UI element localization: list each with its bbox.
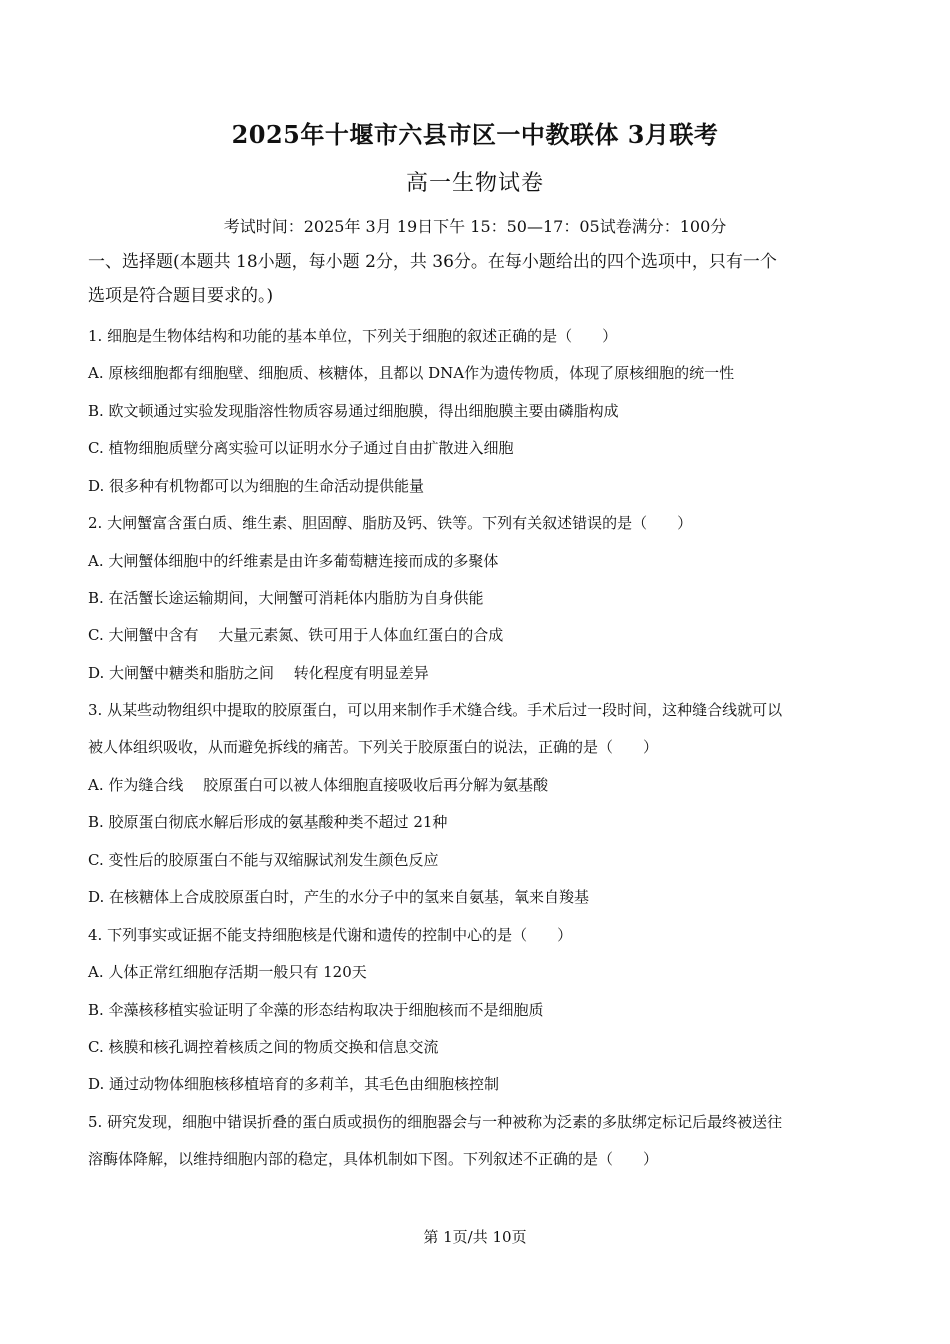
question-4-option-c: C. 核膜和核孔调控着核质之间的物质交换和信息交流 bbox=[88, 1038, 439, 1056]
question-2-option-b: B. 在活蟹长途运输期间，大闸蟹可消耗体内脂肪为自身供能 bbox=[88, 589, 484, 607]
question-2-option-a: A. 大闸蟹体细胞中的纤维素是由许多葡萄糖连接而成的多聚体 bbox=[88, 552, 499, 570]
question-4-option-a: A. 人体正常红细胞存活期一般只有 120天 bbox=[88, 963, 367, 981]
question-1-option-b: B. 欧文顿通过实验发现脂溶性物质容易通过细胞膜，得出细胞膜主要由磷脂构成 bbox=[88, 402, 619, 420]
question-1-option-d: D. 很多种有机物都可以为细胞的生命活动提供能量 bbox=[88, 477, 425, 495]
question-3-option-c: C. 变性后的胶原蛋白不能与双缩脲试剂发生颜色反应 bbox=[88, 851, 439, 869]
question-1-option-c: C. 植物细胞质壁分离实验可以证明水分子通过自由扩散进入细胞 bbox=[88, 439, 514, 457]
question-3-stem-line-2: 被人体组织吸收，从而避免拆线的痛苦。下列关于胶原蛋白的说法，正确的是（ ） bbox=[88, 738, 659, 756]
question-3-option-a: A. 作为缝合线 胶原蛋白可以被人体细胞直接吸收后再分解为氨基酸 bbox=[88, 776, 549, 794]
section-heading-line-2: 选项是符合题目要求的。) bbox=[88, 286, 274, 306]
question-3-option-b: B. 胶原蛋白彻底水解后形成的氨基酸种类不超过 21种 bbox=[88, 813, 448, 831]
section-heading-line-1: 一、选择题(本题共 18小题，每小题 2分，共 36分。在每小题给出的四个选项中，只有一个 bbox=[88, 252, 777, 272]
question-4-option-d: D. 通过动物体细胞核移植培育的多莉羊，其毛色由细胞核控制 bbox=[88, 1075, 500, 1093]
question-4-option-b: B. 伞藻核移植实验证明了伞藻的形态结构取决于细胞核而不是细胞质 bbox=[88, 1001, 544, 1019]
exam-subtitle: 高一生物试卷 bbox=[405, 171, 544, 196]
section-heading bbox=[88, 245, 878, 313]
question-5-stem-line-1: 5. 研究发现，细胞中错误折叠的蛋白质或损伤的细胞器会与一种被称为泛素的多肽绑定标记后最终被送往 bbox=[88, 1113, 783, 1131]
exam-info: 考试时间：2025年 3月 19日下午 15：50—17：05试卷满分：100分 bbox=[223, 217, 727, 236]
question-2-option-d: D. 大闸蟹中糖类和脂肪之间 转化程度有明显差异 bbox=[88, 664, 429, 682]
question-2-option-c: C. 大闸蟹中含有 大量元素氮、铁可用于人体血红蛋白的合成 bbox=[88, 626, 504, 644]
question-3-stem-line-1: 3. 从某些动物组织中提取的胶原蛋白，可以用来制作手术缝合线。手术后过一段时间，这种缝合线就可以 bbox=[88, 701, 783, 719]
question-3-option-d: D. 在核糖体上合成胶原蛋白时，产生的水分子中的氢来自氨基，氧来自羧基 bbox=[88, 888, 590, 906]
exam-title: 2025年十堰市六县市区一中教联体 3月联考 bbox=[231, 120, 719, 149]
question-1-option-a: A. 原核细胞都有细胞壁、细胞质、核糖体，且都以 DNA作为遗传物质，体现了原核细胞的统一性 bbox=[88, 364, 735, 382]
question-4-stem: 4. 下列事实或证据不能支持细胞核是代谢和遗传的控制中心的是（ ） bbox=[88, 926, 573, 944]
question-2-stem: 2. 大闸蟹富含蛋白质、维生素、胆固醇、脂肪及钙、铁等。下列有关叙述错误的是（ ） bbox=[88, 514, 693, 532]
question-1-stem: 1. 细胞是生物体结构和功能的基本单位，下列关于细胞的叙述正确的是（ ） bbox=[88, 327, 618, 345]
question-5-stem-line-2: 溶酶体降解，以维持细胞内部的稳定，具体机制如下图。下列叙述不正确的是（ ） bbox=[88, 1150, 659, 1168]
page-footer: 第 1页/共 10页 bbox=[423, 1228, 527, 1246]
